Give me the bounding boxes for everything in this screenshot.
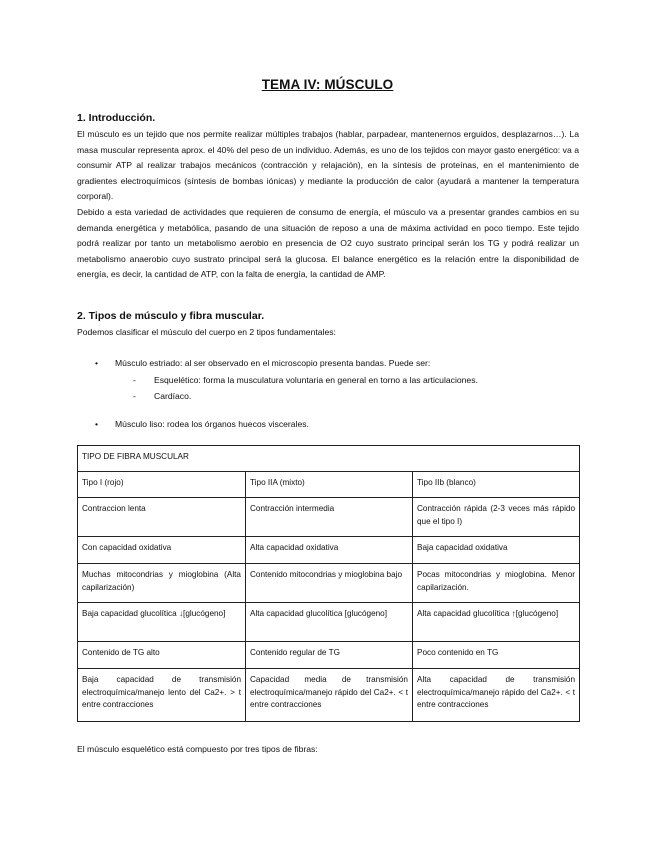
sub-list-item-text: Cardíaco. [154, 391, 192, 401]
table-header: TIPO DE FIBRA MUSCULAR [78, 446, 580, 472]
table-cell: Contenido regular de TG [246, 642, 413, 669]
page-title: TEMA IV: MÚSCULO [261, 77, 394, 92]
section-introduccion [77, 111, 579, 283]
table-row [78, 603, 580, 642]
table-cell: Baja capacidad de transmisión electroquímica/manejo lento del Ca2+. > t entre contracciones [78, 669, 246, 722]
table-cell: Con capacidad oxidativa [78, 537, 246, 564]
section-heading: 2. Tipos de músculo y fibra muscular. [77, 310, 265, 322]
list-item-text: Músculo liso: rodea los órganos huecos viscerales. [115, 419, 309, 429]
table-cell: Muchas mitocondrias y mioglobina (Alta capilarización) [78, 564, 246, 603]
table-row [78, 669, 580, 722]
sub-list-item-text: Esquelético: forma la musculatura voluntaria en general en torno a las articulaciones. [154, 375, 478, 385]
table-row [78, 498, 580, 537]
bullet-list [95, 355, 575, 433]
table-cell: Poco contenido en TG [413, 642, 580, 669]
section-heading: 1. Introducción. [77, 112, 156, 124]
table-row [78, 564, 580, 603]
column-header: Tipo IIA (mixto) [246, 472, 413, 498]
closing-paragraph: El músculo esquelético está compuesto por tres tipos de fibras: [77, 744, 318, 754]
section-tipos-musculo [77, 309, 579, 341]
sub-list-item [95, 388, 575, 404]
table-row [78, 642, 580, 669]
table-cell: Alta capacidad oxidativa [246, 537, 413, 564]
fiber-type-table [77, 445, 580, 722]
list-item [95, 416, 575, 433]
table-cell: Contracción intermedia [246, 498, 413, 537]
list-item-text: Músculo estriado: al ser observado en el microscopio presenta bandas. Puede ser: [115, 358, 431, 368]
paragraph: Podemos clasificar el músculo del cuerpo en 2 tipos fundamentales: [77, 327, 336, 337]
table-cell: Contraccion lenta [78, 498, 246, 537]
table-cell: Alta capacidad glucolítica ↑[glucógeno] [413, 603, 580, 642]
table-cell: Capacidad media de transmisión electroquímica/manejo rápido del Ca2+. < t entre contracciones [246, 669, 413, 722]
table-cell: Alta capacidad glucolítica [glucógeno] [246, 603, 413, 642]
table-row [78, 537, 580, 564]
table-cell: Pocas mitocondrias y mioglobina. Menor capilarización. [413, 564, 580, 603]
sub-list-item [95, 372, 575, 388]
bullet-icon: • [95, 419, 99, 429]
table-cell: Baja capacidad glucolítica ↓[glucógeno] [78, 603, 246, 642]
dash-icon: - [133, 391, 136, 401]
column-header: Tipo I (rojo) [78, 472, 246, 498]
column-header: Tipo IIb (blanco) [413, 472, 580, 498]
dash-icon: - [133, 375, 136, 385]
table-cell: Alta capacidad de transmisión electroquímica/manejo rápido del Ca2+. < t entre contracciones [413, 669, 580, 722]
paragraph: El músculo es un tejido que nos permite realizar múltiples trabajos (hablar, parpadear, mantenernos erguidos, desplazarnos…). La masa muscular representa aprox. el 40% del peso de un individuo. Además, es uno de los tejidos con mayor gasto energético: va a consumir ATP al realizar trabajos mecánicos (contracción y relajación), en la síntesis de proteínas, en el mantenimiento de gradientes electroquímicos (síntesis de bombas iónicas) y mediante la producción de calor (ayudará a mantener la temperatura corporal). [77, 129, 579, 202]
table-cell: Contracción rápida (2-3 veces más rápido que el tipo I) [413, 498, 580, 537]
table-cell: Contenido de TG alto [78, 642, 246, 669]
table-cell: Contenido mitocondrias y mioglobina bajo [246, 564, 413, 603]
list-item [95, 355, 575, 372]
bullet-icon: • [95, 358, 99, 368]
paragraph: Debido a esta variedad de actividades que requieren de consumo de energía, el músculo va a presentar grandes cambios en su demanda energética y metabólica, pasando de una situación de reposo a una de máxima actividad en poco tiempo. Este tejido podrá realizar por tanto un metabolismo aerobio en presencia de O2 cuyo sustrato principal serán los TG y podrá realizar un metabolismo anaerobio cuyo sustrato principal será la glucosa. El balance energético es la relación entre la disponibilidad de energía, es decir, la cantidad de ATP, con la falta de energía, la cantidad de AMP. [77, 206, 579, 280]
table-cell: Baja capacidad oxidativa [413, 537, 580, 564]
